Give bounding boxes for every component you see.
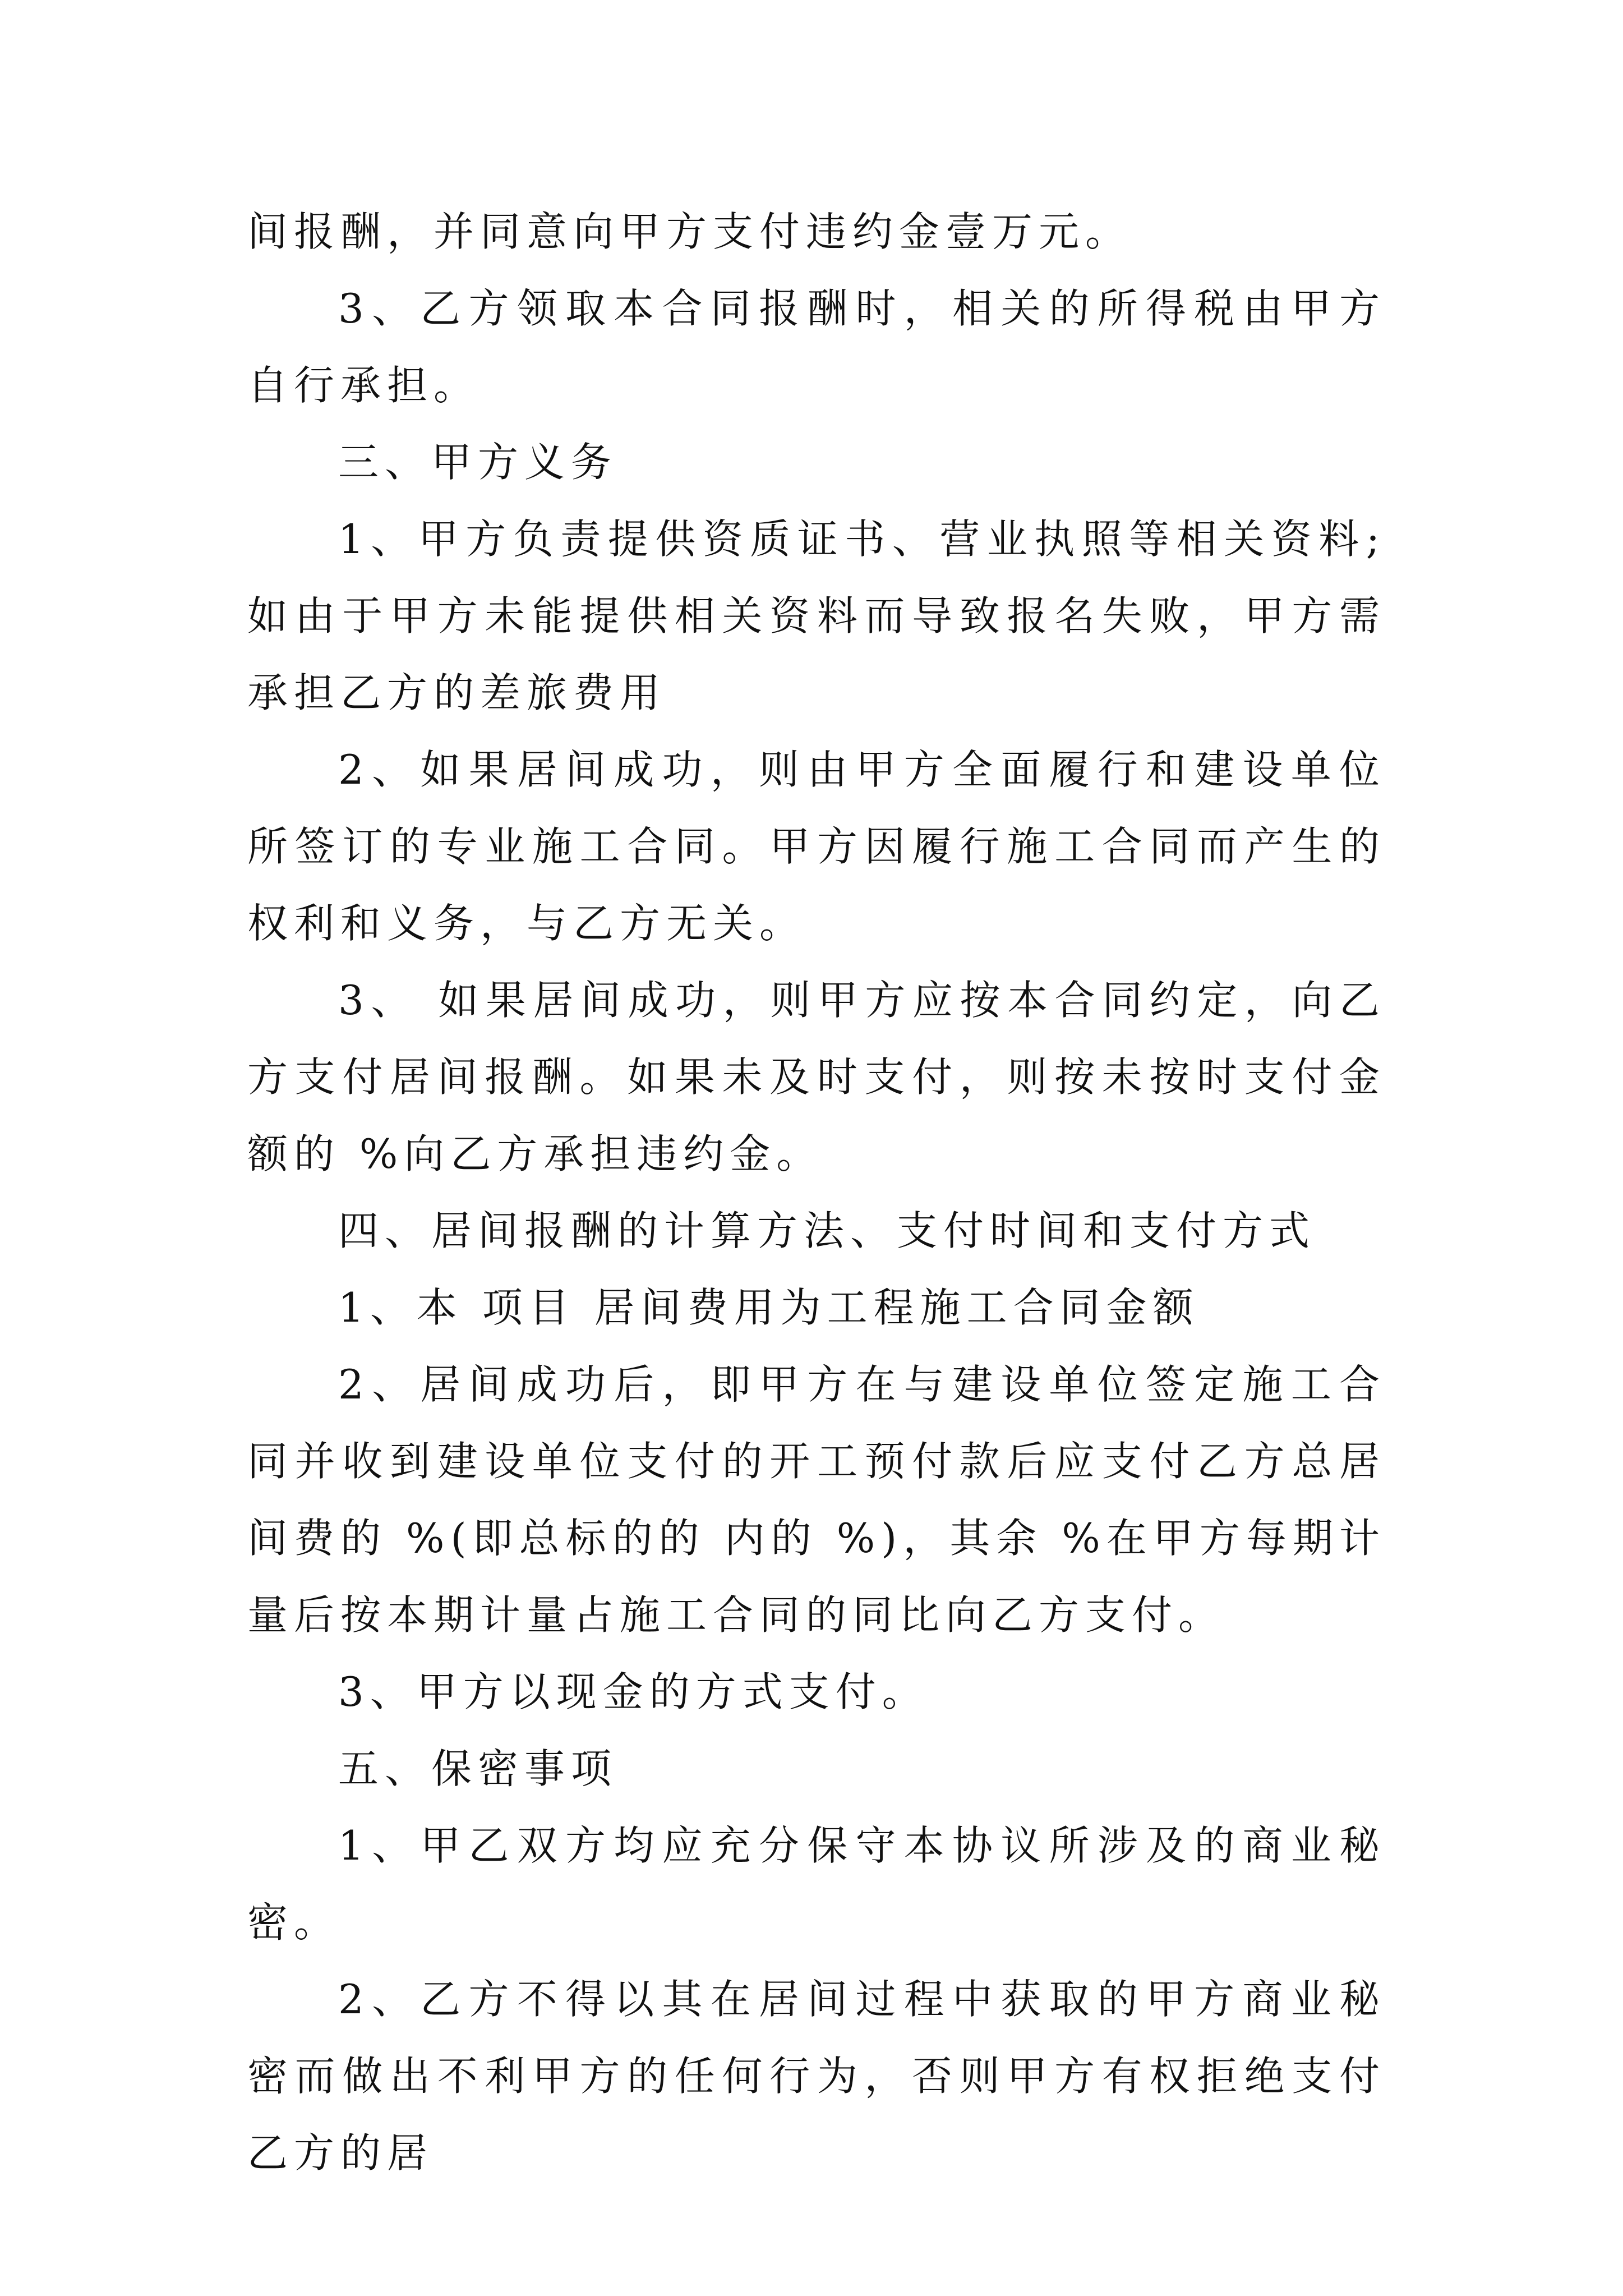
section-heading-party-a-obligations: 三、甲方义务 — [338, 439, 618, 486]
paragraph-keep-secrets: 1、甲乙双方均应充分保守本协议所涉及的商业秘密。 — [247, 1822, 1386, 1946]
paragraph-income-tax: 3、乙方领取本合同报酬时，相关的所得税由甲方自行承担。 — [247, 285, 1386, 409]
paragraph-perform-contract: 2、如果居间成功，则由甲方全面履行和建设单位所签订的专业施工合同。甲方因履行施工合同而产生的权利和义务，与乙方无关。 — [247, 746, 1386, 947]
paragraph-no-misuse: 2、乙方不得以其在居间过程中获取的甲方商业秘密而做出不利甲方的任何行为，否则甲方有权拒绝支付乙方的居 — [247, 1976, 1386, 2177]
paragraph-fee-amount: 1、本 项目 居间费用为工程施工合同金额 — [338, 1284, 1200, 1331]
paragraph-payment-schedule: 2、居间成功后，即甲方在与建设单位签定施工合同并收到建设单位支付的开工预付款后应支付乙方总居间费的 %(即总标的的 内的 %)，其余 %在甲方每期计量后按本期计量占施工合同的同比向乙方支付。 — [247, 1361, 1386, 1639]
document-body — [247, 194, 1386, 2192]
paragraph-provide-documents: 1、甲方负责提供资质证书、营业执照等相关资料;如由于甲方未能提供相关资料而导致报名失败，甲方需承担乙方的差旅费用 — [247, 516, 1386, 716]
section-heading-confidentiality: 五、保密事项 — [338, 1745, 618, 1792]
paragraph-fee-continuation: 间报酬，并同意向甲方支付违约金壹万元。 — [247, 208, 1132, 255]
paragraph-payment-method: 3、甲方以现金的方式支付。 — [338, 1668, 929, 1715]
paragraph-pay-commission: 3、 如果居间成功，则甲方应按本合同约定，向乙方支付居间报酬。如果未及时支付，则按未按时支付金额的 %向乙方承担违约金。 — [247, 977, 1386, 1177]
section-heading-payment-terms: 四、居间报酬的计算方法、支付时间和支付方式 — [338, 1207, 1316, 1254]
